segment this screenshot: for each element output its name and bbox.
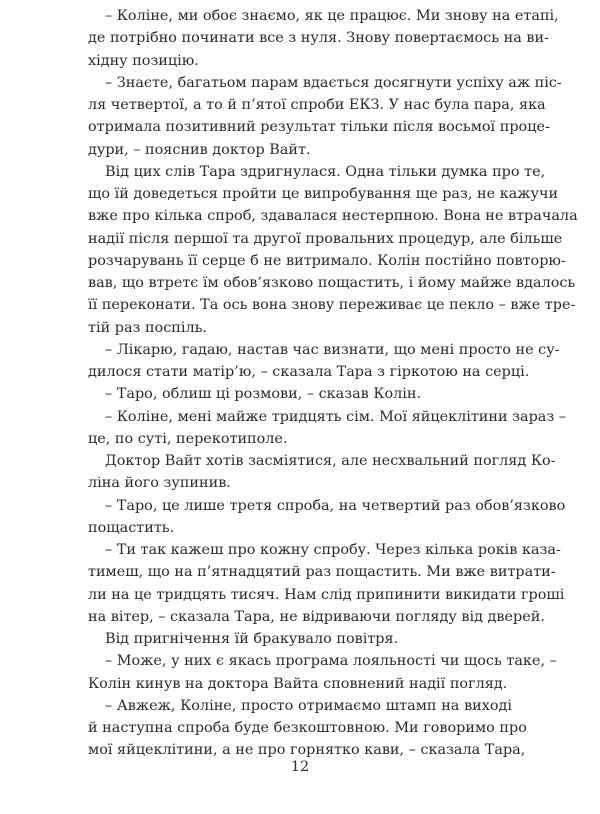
text-line: на вітер, – сказала Тара, не відриваючи погляду від дверей. [88,608,545,625]
text-line: ля четвертої, а то й п’ятої спроби ЕКЗ. У нас була пара, яка [88,97,546,113]
text-line: Доктор Вайт хотів засміятися, але несхвальний погляд Ко- [105,453,556,469]
page-number: 12 [290,759,310,775]
text-line: ли на це тридцять тисяч. Нам слід припинити викидати гроші [88,586,565,603]
text-line: вав, що втретє їм обов’язково пощастить, і йому майже вдалось [88,275,576,291]
text-line: – Ти так кажеш про кожну спробу. Через кілька років каза- [105,542,561,558]
text-line: Колін кинув на доктора Вайта сповнений надії погляд. [88,675,508,692]
text-line: Від цих слів Тара здригнулася. Одна тільки думка про те, [105,163,546,180]
text-line: де потрібно починати все з нуля. Знову повертаємось на ви- [88,30,549,47]
text-line: що їй доведеться пройти це випробування ще раз, не кажучи [88,186,559,202]
body-text [88,5,578,762]
text-line: тій раз поспіль. [88,319,208,336]
text-line: її переконати. Та ось вона знову переживає це пекло – вже тре- [88,297,576,314]
text-line: тимеш, що на п’ятнадцятий раз пощастить. Ми вже витрати- [88,564,556,581]
text-line: це, по суті, перекотиполе. [88,430,288,447]
text-line: Від пригнічення їй бракувало повітря. [105,631,399,647]
text-line: – Коліне, ми обоє знаємо, як це працює. Ми знову на етапі, [105,8,559,24]
text-line: – Може, у них є якась програма лояльності чи щось таке, – [105,653,557,670]
text-line: хідну позицію. [88,52,199,69]
text-line: – Знаєте, багатьом парам вдається досягнути успіху аж піс- [105,74,562,91]
text-line: пощастить. [88,519,175,536]
text-line: дилося стати матір’ю, – сказала Тара з гіркотою на серці. [88,364,530,380]
text-line: вже про кілька спроб, здавалася нестерпною. Вона не втрачала [88,208,578,225]
text-line: – Таро, облиш ці розмови, – сказав Колін. [105,386,422,403]
text-line: надії після першої та другої провальних процедур, але більше [88,230,563,247]
text-line: дури, – пояснив доктор Вайт. [88,141,311,158]
text-line: мої яйцеклітини, а не про горнятко кави, – сказала Тара, [88,742,526,759]
text-line: й наступна спроба буде безкоштовною. Ми говоримо про [88,720,527,736]
text-line: розчарувань її серце б не витримало. Колін постійно повторю- [88,252,566,269]
text-line: ліна його зупинив. [88,475,231,492]
text-line: – Авжеж, Коліне, просто отримаємо штамп на виході [105,697,512,714]
text-line: – Таро, це лише третя спроба, на четвертий раз обов’язково [105,497,566,514]
text-line: отримала позитивний результат тільки після восьмої проце- [88,119,550,136]
text-line: – Лікарю, гадаю, настав час визнати, що мені просто не су- [105,341,560,358]
text-line: – Коліне, мені майже тридцять сім. Мої яйцеклітини зараз – [105,408,566,425]
